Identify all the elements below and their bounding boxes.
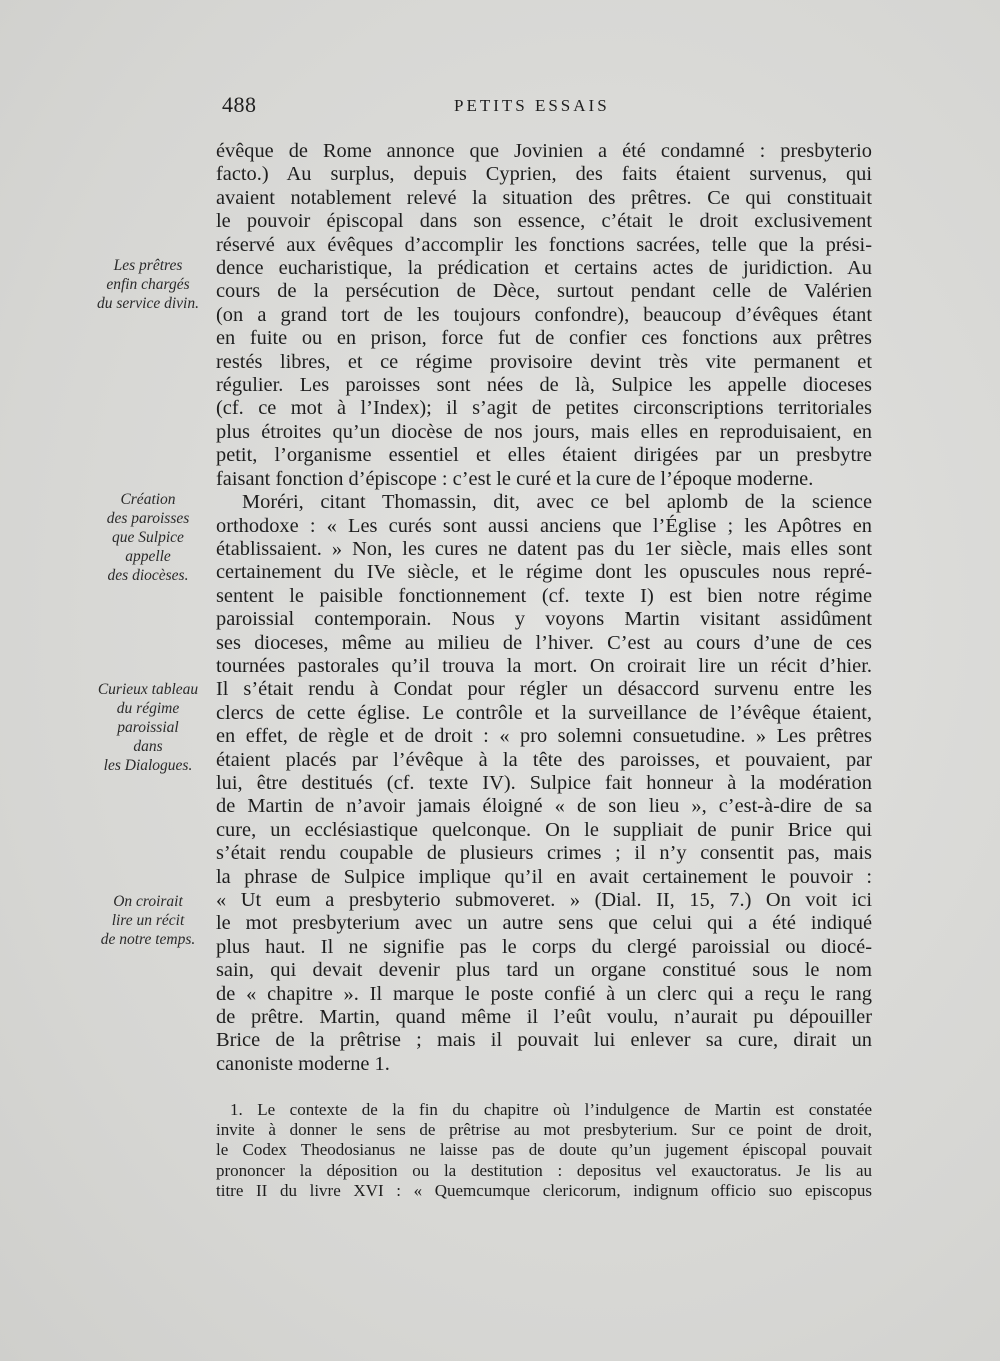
margin-note-line: Curieux tableau (97, 681, 199, 698)
footnote-line: invite à donner le sens de prêtrise au mot presbyterium. Sur ce point de droit, (216, 1120, 872, 1140)
text-line: restés libres, et ce régime provisoire devint très vite permanent et (216, 350, 872, 373)
text-line: la phrase de Sulpice implique qu’il en avait certainement le pouvoir : (216, 865, 872, 888)
text-line: de « chapitre ». Il marque le poste confié à un clerc qui a reçu le rang (216, 982, 872, 1005)
text-line: facto.) Au surplus, depuis Cyprien, des faits étaient survenus, qui (216, 163, 872, 186)
text-line: Il s’était rendu à Condat pour régler un désaccord survenu entre les (216, 678, 872, 701)
text-line: faisant fonction d’épiscope : c’est le curé et la cure de l’époque moderne. (216, 467, 814, 490)
text-line: lui, être destitués (cf. texte IV). Sulpice fait honneur à la modération (216, 771, 872, 794)
footnotes (216, 1100, 872, 1201)
margin-note-paroisses (86, 490, 210, 585)
text-line: de prêtre. Martin, quand même il l’eût voulu, n’aurait pu dépouiller (216, 1006, 872, 1029)
margin-note-pretres (86, 256, 210, 313)
text-line: étaient placés par l’évêque à la tête des paroisses, et pouvaient, par (216, 748, 872, 771)
text-line: régulier. Les paroisses sont nées de là, Sulpice les appelle dioceses (216, 374, 872, 397)
text-line: cure, un ecclésiastique quelconque. On le suppliait de punir Brice qui (216, 818, 872, 841)
page-number: 488 (222, 92, 257, 117)
margin-note-tableau (86, 680, 210, 775)
text-line: le mot presbyterium avec un autre sens que celui qui a été indiqué (216, 912, 872, 935)
text-line: avaient notablement relevé la situation des prêtres. Ce qui constituait (216, 186, 872, 209)
text-line: établissaient. » Non, les cures ne datent pas du 1er siècle, mais elles sont (216, 537, 872, 560)
margin-note-line: de notre temps. (100, 931, 196, 948)
text-line: le pouvoir épiscopal dans son essence, c’était le droit exclusivement (216, 210, 872, 233)
text-line: en effet, de règle et de droit : « pro solemni consuetudine. » Les prêtres (216, 725, 872, 748)
text-line: canoniste moderne 1. (216, 1052, 390, 1075)
text-line: (on a grand tort de les toujours confondre), beaucoup d’évêques étant (216, 303, 872, 326)
main-text (216, 140, 872, 1076)
footnote-line: titre II du livre XVI : « Quemcumque clericorum, indignum officio suo episcopus (216, 1180, 872, 1200)
text-line: plus haut. Il ne signifie pas le corps du clergé paroissial ou diocé- (216, 935, 872, 958)
text-line: ses dioceses, même au milieu de l’hiver. C’est au cours d’une de ces (216, 631, 872, 654)
footnote-line: prononcer la déposition ou la destitution : depositus vel exauctoratus. Je lis au (216, 1160, 872, 1180)
margin-note-line: les Dialogues. (103, 757, 193, 774)
text-line: évêque de Rome annonce que Jovinien a été condamné : presbyterio (216, 140, 872, 162)
text-line: « Ut eum a presbyterio submoveret. » (Dial. II, 15, 7.) On voit ici (216, 889, 872, 911)
text-line: plus étroites qu’un diocèse de nos jours, mais elles en reproduisaient, en (216, 420, 872, 443)
text-line: clercs de cette église. Le contrôle et la surveillance de l’évêque étaient, (216, 701, 872, 724)
text-line: orthodoxe : « Les curés sont aussi anciens que l’Église ; les Apôtres en (216, 514, 872, 537)
text-line: Brice de la prêtrise ; mais il pouvait lui enlever sa cure, dirait un (216, 1029, 872, 1052)
margin-note-line: des paroisses (106, 510, 190, 527)
text-line: réservé aux évêques d’accomplir les fonctions sacrées, telle que la prési- (216, 233, 872, 256)
margin-note-line: On croirait (113, 893, 183, 910)
text-line: sain, qui devait devenir plus tard un organe constitué sous le nom (216, 959, 872, 982)
text-line: certainement du IVe siècle, et le régime dont les opuscules nous repré- (216, 561, 872, 584)
margin-note-line: paroissial (117, 719, 179, 736)
text-line: dence eucharistique, la prédication et certains actes de juridiction. Au (216, 257, 872, 280)
margin-note-line: du régime (116, 700, 180, 717)
margin-note-recit (86, 892, 210, 949)
margin-note-line: enfin chargés (106, 276, 190, 293)
text-line: (cf. ce mot à l’Index); il s’agit de petites circonscriptions territoriales (216, 397, 872, 420)
margin-note-line: appelle (125, 548, 171, 565)
margin-note-line: lire un récit (111, 912, 185, 929)
margin-note-line: Création (120, 491, 176, 508)
margin-note-line: des diocèses. (107, 567, 189, 584)
text-line: s’était rendu coupable de plusieurs crimes ; il n’y consentit pas, mais (216, 842, 872, 865)
margin-note-line: Les prêtres (113, 257, 183, 274)
text-line: tournées pastorales qu’il trouva la mort. On croirait lire un récit d’hier. (216, 654, 872, 677)
margin-note-line: que Sulpice (112, 529, 184, 546)
running-title: PETITS ESSAIS (454, 96, 610, 115)
text-line: petit, l’organisme essentiel et elles étaient dirigées par un presbytre (216, 444, 872, 467)
text-line: paroissial contemporain. Nous y voyons Martin visitant assidûment (216, 608, 872, 631)
footnote-line: 1. Le contexte de la fin du chapitre où l’indulgence de Martin est constatée (230, 1100, 872, 1119)
text-line: de Martin de n’avoir jamais éloigné « de son lieu », c’est-à-dire de sa (216, 795, 872, 818)
text-line: en fuite ou en prison, force fut de confier ces fonctions aux prêtres (216, 327, 872, 350)
page-header (222, 92, 872, 128)
margin-note-line: dans (133, 738, 163, 755)
margin-note-line: du service divin. (96, 295, 199, 312)
text-line: sentent le paisible fonctionnement (cf. texte I) est bien notre régime (216, 584, 872, 607)
text-line: Moréri, citant Thomassin, dit, avec ce bel aplomb de la science (242, 491, 872, 514)
footnote-line: le Codex Theodosianus ne laisse pas de doute qu’un jugement épiscopal pouvait (216, 1140, 872, 1160)
text-line: cours de la persécution de Dèce, surtout pendant celle de Valérien (216, 280, 872, 303)
